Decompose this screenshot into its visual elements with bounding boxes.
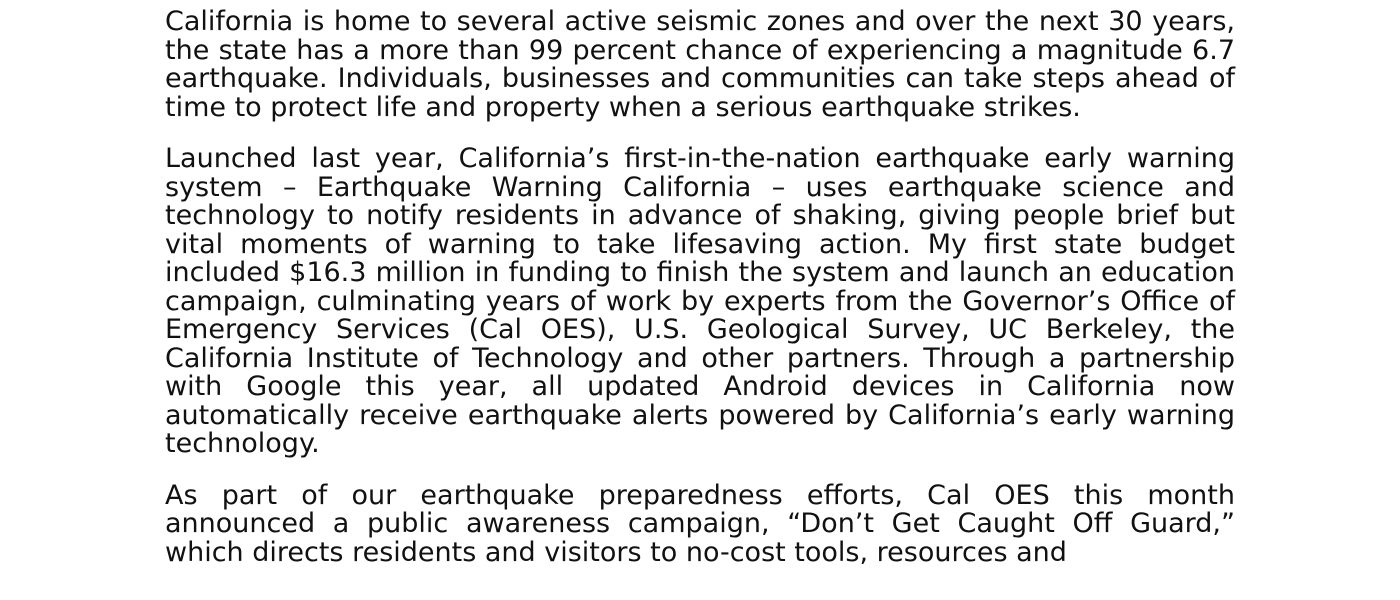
document-body bbox=[165, 8, 1235, 590]
paragraph-seismic-zones: California is home to several active seismic zones and over the next 30 years, the state has a more than 99 percent chance of experiencing a magnitude 6.7 earthquake. Individuals, businesses and communities can take steps ahead of time to protect life and property when a serious earthquake strikes. bbox=[165, 6, 1235, 123]
paragraph-early-warning: Launched last year, California’s first-in-the-nation earthquake early warning system – Earthquake Warning California – uses earthquake science and technology to notify residents in advance of shaking, giving people brief but vital moments of warning to take lifesaving action. My first state budget included $16.3 million in funding to finish the system and launch an education campaign, culminating years of work by experts from the Governor’s Office of Emergency Services (Cal OES), U.S. Geological Survey, UC Berkeley, the California Institute of Technology and other partners. Through a partnership with Google this year, all updated Android devices in California now automatically receive earthquake alerts powered by California’s early warning technology. bbox=[165, 143, 1235, 459]
paragraph-preparedness: As part of our earthquake preparedness efforts, Cal OES this month announced a public awareness campaign, “Don’t Get Caught Off Guard,” which directs residents and visitors to no-cost tools, resources and bbox=[165, 479, 1235, 568]
